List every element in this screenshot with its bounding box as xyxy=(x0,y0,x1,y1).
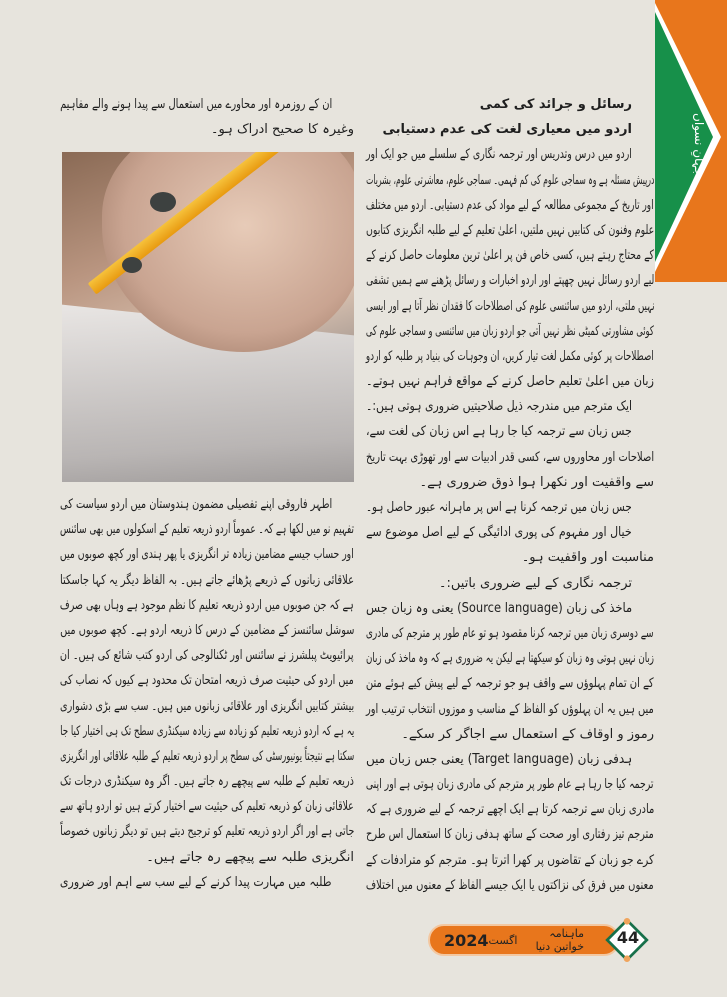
left-column-top xyxy=(60,92,354,142)
line-text: ذریعہ تعلیم کے طلبہ سے پیچھے رہ جاتے ہیں۔ اگر وہ سیکنڈری درجات تک xyxy=(60,774,354,790)
text-line xyxy=(366,344,654,369)
text-line xyxy=(366,445,654,470)
line-text: ایک مترجم میں مندرجہ ذیل صلاحیتیں ضروری ہوتی ہیں:۔ xyxy=(365,399,632,415)
line-text: تفہیم نو میں لکھا ہے کہ۔ عموماً اردو ذریعہ تعلیم کے اسکولوں میں بھی سائنس xyxy=(60,522,354,538)
line-text: درپیش مسئلہ ہے وہ سماجی علوم کی کم فہمی۔ سماجی علوم، معاشرتی علوم، بشریات xyxy=(365,172,654,188)
text-line xyxy=(366,495,654,520)
line-text: ماخذ کی زبان (Source language) یعنی وہ زبان جس xyxy=(365,600,632,616)
photo-nail xyxy=(122,257,142,273)
line-text: سوشل سائنسز کے مضامین کے درس کا ذریعہ اردو ہے۔ کچھ صوبوں میں xyxy=(59,622,354,638)
line-text: رسائل و جرائد کی کمی xyxy=(479,97,632,112)
text-line xyxy=(366,772,654,797)
line-text: اردو میں معیاری لغت کی عدم دستیابی xyxy=(382,122,632,138)
text-line xyxy=(366,470,654,495)
text-line xyxy=(60,568,354,593)
line-text: سے واقفیت اور نکھرا ہوا ذوق ضروری ہے۔ xyxy=(419,474,654,490)
footer-magazine-name: ماہنامہ خواتین دنیا xyxy=(535,927,584,953)
line-text: لیے اردو رسائل نہیں چھپتے اور اردو اخبارات و رسائل پڑھنے سے ہمیں تشفی xyxy=(365,273,654,289)
line-text: طلبہ میں مہارت پیدا کرنے کے لیے سب سے اہم اور ضروری xyxy=(60,874,332,890)
text-line xyxy=(60,542,354,567)
line-text: ہے کہ جن صوبوں میں اردو ذریعہ تعلیم کا نظم موجود ہے وہاں بھی صرف xyxy=(60,597,354,613)
text-line xyxy=(366,168,654,193)
section-heading xyxy=(366,92,654,117)
text-line xyxy=(366,671,654,696)
right-column xyxy=(366,92,654,898)
line-text: ترجمہ نگاری کے لیے ضروری باتیں:۔ xyxy=(438,575,632,591)
line-text: پرائیویٹ پبلشرز نے سائنس اور ٹکنالوجی کی اردو کتب شائع کی ہیں۔ ان xyxy=(60,648,354,664)
text-line xyxy=(366,520,654,545)
line-text: مترجم تیز رفتاری اور صحت کے ساتھ ہدفی زبان کا استعمال اس طرح xyxy=(366,827,654,843)
text-line xyxy=(60,744,354,769)
text-line xyxy=(366,571,654,596)
text-line xyxy=(366,193,654,218)
section-heading xyxy=(366,117,654,142)
line-text: معنوں میں فرق کی نزاکتوں یا ایک جیسے الفاظ کے معنوں میں اختلاف xyxy=(366,877,654,893)
text-line xyxy=(366,419,654,444)
text-line xyxy=(366,394,654,419)
text-line xyxy=(366,369,654,394)
footer-month: اگست xyxy=(488,933,518,947)
line-text: علاقائی زبانوں کے ذریعے پڑھائے جاتے ہیں۔ بہ الفاظ دیگر یہ کہا جاسکتا xyxy=(59,572,354,588)
text-line xyxy=(366,822,654,847)
line-text: بیشتر کتابیں انگریزی اور علاقائی زبانوں میں ہیں۔ سب سے بڑی دشواری xyxy=(59,698,354,714)
line-text: کے ان تمام پہلوؤں سے واقف ہو جو ترجمہ کے لیے پیش کیے ہوئے متن xyxy=(366,676,654,692)
line-text: ترجمہ کیا جا رہا ہے عام طور پر مترجم کی مادری زبان ہوتی ہے اور اپنی xyxy=(366,777,654,793)
text-line xyxy=(366,142,654,167)
text-line xyxy=(366,646,654,671)
text-line xyxy=(366,848,654,873)
line-text: ہدفی زبان (Target language) یعنی جس زبان میں xyxy=(365,751,632,767)
line-text: انگریزی طلبہ سے پیچھے رہ جاتے ہیں۔ xyxy=(146,849,354,865)
footer-banner xyxy=(428,924,620,956)
text-line xyxy=(60,517,354,542)
text-line xyxy=(366,545,654,570)
line-text: علوم وفنون کی کتابیں نہیں ملتیں، اعلیٰ تعلیم کے لیے طلبہ انگریزی کتابوں xyxy=(365,222,654,238)
footer-year: 2024 xyxy=(444,930,489,950)
section-label: جہانِ نسواں xyxy=(692,113,706,177)
line-text: وغیرہ کا صحیح ادراک ہو۔ xyxy=(210,122,354,138)
text-line xyxy=(366,621,654,646)
line-text: زبان میں اعلیٰ تعلیم حاصل کرنے کے مواقع فراہم نہیں ہوتے۔ xyxy=(365,374,654,390)
text-line xyxy=(366,596,654,621)
text-line xyxy=(366,243,654,268)
text-line xyxy=(60,719,354,744)
line-text: خیال اور مفہوم کی پوری ادائیگی کے لیے اصل موضوع سے xyxy=(366,525,632,541)
line-text: اور حساب جیسے مضامین زیادہ تر انگریزی یا پھر ہندی اور کچھ صوبوں میں xyxy=(60,547,354,563)
line-text: زبان نہیں ہوتی وہ زبان کو سیکھتا ہے لیکن یہ ضروری ہے کہ وہ ماخذ کی زبان xyxy=(366,651,654,667)
line-text: جس زبان سے ترجمہ کیا جا رہا ہے اس زبان کی لغت سے، xyxy=(366,424,632,440)
text-line xyxy=(60,593,354,618)
line-text: مادری زبان سے ترجمہ کرتا ہے ایک اچھے ترجمہ کے لیے ضروری ہے کہ xyxy=(365,802,654,818)
line-text: میں ہیں یہ ان پہلوؤں کو الفاظ کے مناسب و موزوں انتخاب ترتیب اور xyxy=(366,701,654,717)
line-text: علاقائی زبان کو ذریعہ تعلیم کی حیثیت سے اختیار کرتے ہیں تو اردو ہاتھ سے xyxy=(60,799,354,815)
line-text: کے محتاج رہتے ہیں، کسی خاص فن پر اعلیٰ ترین معلومات حاصل کرنے کے xyxy=(366,248,654,264)
text-line xyxy=(366,218,654,243)
page-number: 44 xyxy=(616,928,640,947)
line-text: اصطلاحات پر کوئی مکمل لغت تیار کریں، ان وجوہات کی بنیاد پر طلبہ کو اردو xyxy=(366,348,654,364)
text-line xyxy=(366,797,654,822)
line-text: یہ ہے کہ اردو ذریعہ تعلیم کو زیادہ سے زیادہ سیکنڈری سطح تک ہی اختیار کیا جا xyxy=(59,723,354,739)
text-line xyxy=(366,722,654,747)
line-text: اردو میں درس وتدریس اور ترجمہ نگاری کے سلسلے میں جو ایک اور xyxy=(366,147,632,163)
line-text: جاتی ہے اور اگر اردو ذریعہ تعلیم کو ترجیح دیتے ہیں تو دیگر زبانوں خصوصاً xyxy=(59,824,354,840)
text-line xyxy=(366,697,654,722)
text-line xyxy=(60,92,354,117)
text-line xyxy=(366,319,654,344)
photo-nail xyxy=(150,192,176,212)
text-line xyxy=(366,747,654,772)
line-text: اطہر فاروقی اپنے تفصیلی مضمون ہندوستان میں اردو سیاست کی xyxy=(59,497,332,512)
line-text: میں اردو کی حیثیت صرف ذریعہ امتحان تک محدود ہے کیوں کہ نصاب کی xyxy=(60,673,354,689)
text-line xyxy=(60,117,354,142)
line-text: جس زبان میں ترجمہ کرنا ہے اس پر ماہرانہ عبور حاصل ہو۔ xyxy=(366,500,632,515)
text-line xyxy=(366,873,654,898)
line-text: سکتا ہے نتیجتاً یونیورسٹی کی سطح پر اردو ذریعہ تعلیم کے طلبہ علاقائی اور انگریزی xyxy=(59,748,354,764)
line-text: مناسبت اور واقفیت ہو۔ xyxy=(521,550,654,566)
line-text: ان کے روزمرہ اور محاورے میں استعمال سے پیدا ہونے والے مفاہیم xyxy=(59,97,332,112)
line-text: اصلاحات اور محاوروں سے، کسی قدر ادبیات سے اور تھوڑی بہت تاریخ xyxy=(365,449,654,465)
line-text: نہیں ملتی، اردو میں سائنسی علوم کی اصطلاحات کا فقدان نظر آتا ہے اور ایسی xyxy=(365,298,654,314)
line-text: اور تاریخ کے مجموعی مطالعہ کے لیے مواد کی عدم دستیابی۔ اردو میں مختلف xyxy=(366,197,654,213)
line-text: کرے جو زبان کے تقاضوں پر کھرا اترتا ہو۔ مترجم کو مترادفات کے xyxy=(365,852,654,868)
text-line xyxy=(366,294,654,319)
text-line xyxy=(366,268,654,293)
line-text: رموز و اوقاف کے استعمال سے اجاگر کر سکے۔ xyxy=(401,726,654,742)
line-text: کوئی مشاورتی کمیٹی نظر نہیں آتی جو اردو زبان میں سائنسی و سماجی علوم کی xyxy=(366,323,654,339)
line-text: سے دوسری زبان میں ترجمہ کرنا مقصود ہو تو عام طور پر مترجم کی مادری xyxy=(366,625,654,641)
